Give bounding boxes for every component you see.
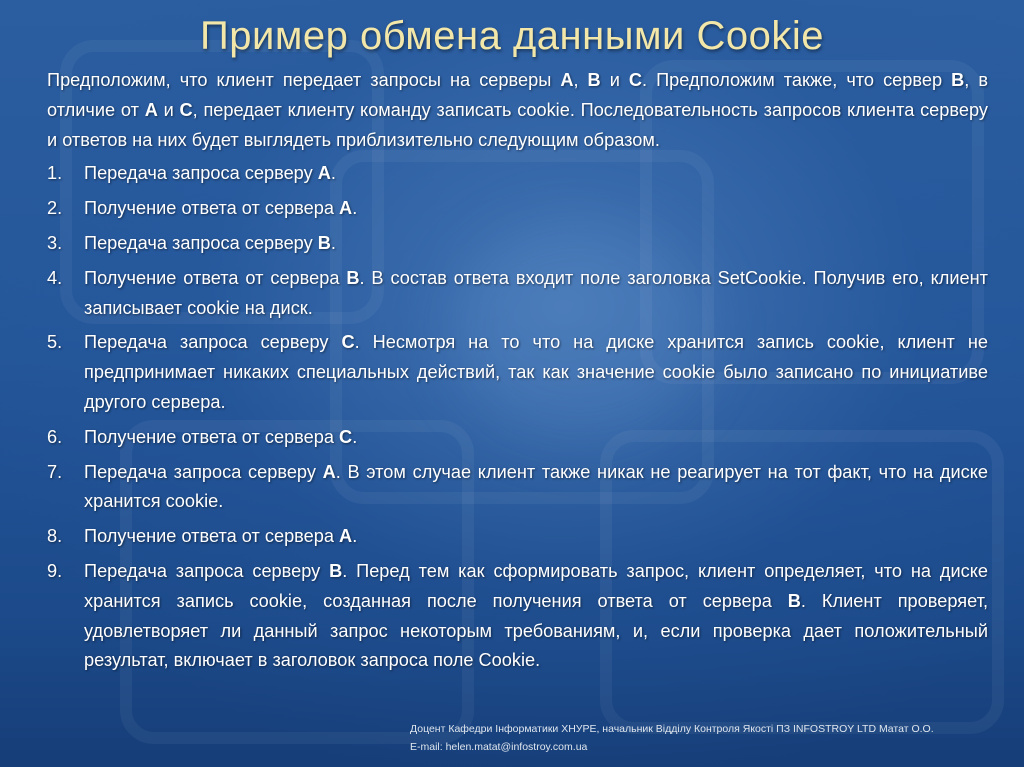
server-name: B xyxy=(951,70,965,90)
text-run: . xyxy=(352,198,358,219)
text-run: Получение ответа от сервера xyxy=(84,426,340,447)
list-item-text xyxy=(84,233,336,253)
text-run: , передает клиенту команду записать cookie. Последовательность запросов клиента серверу и ответов на них будет выглядеть приблизительно следующим образом. xyxy=(47,99,988,150)
server-name: B xyxy=(346,267,360,288)
steps-list xyxy=(47,159,988,676)
text-run: и xyxy=(157,99,180,120)
list-item-number: 7. xyxy=(47,461,63,482)
list-item xyxy=(47,194,988,224)
text-run: Передача запроса серверу xyxy=(84,232,318,253)
list-item xyxy=(47,458,988,518)
text-run: Получение ответа от сервера xyxy=(84,198,340,219)
list-item-number: 4. xyxy=(47,267,63,288)
server-name: A xyxy=(322,461,336,482)
footer xyxy=(410,720,1010,756)
slide-title: Пример обмена данными Cookie xyxy=(200,14,824,58)
list-item-text xyxy=(84,268,988,318)
list-item-text xyxy=(84,462,988,512)
text-run: . Несмотря на то что на диске хранится запись cookie, клиент не предпринимает никаких специальных действий, так как значение cookie было записано по инициативе другого сервера. xyxy=(84,332,988,412)
list-item-number: 6. xyxy=(47,426,63,447)
server-name: A xyxy=(339,526,353,547)
text-run: . Предположим также, что сервер xyxy=(642,70,952,90)
list-item-text xyxy=(84,526,357,546)
text-run: Передача запроса серверу xyxy=(84,332,342,353)
text-run: , в отличие от xyxy=(47,70,988,120)
footer-author: Доцент Кафедри Інформатики ХНУРЕ, начальник Відділу Контроля Якості ПЗ INFOSTROY LTD Матат О.О. xyxy=(410,723,934,735)
list-item-text xyxy=(84,427,357,447)
list-item xyxy=(47,522,988,552)
list-item xyxy=(47,328,988,417)
intro-paragraph xyxy=(47,66,988,155)
text-run: , xyxy=(573,70,588,90)
list-item xyxy=(47,159,988,189)
text-run: . В состав ответа входит поле заголовка SetCookie. Получив его, клиент записывает cookie на диск. xyxy=(84,267,988,318)
list-item-number: 1. xyxy=(47,163,63,184)
text-run: . xyxy=(330,232,336,253)
text-run: . xyxy=(330,163,336,184)
text-run: . Перед тем как сформировать запрос, клиент определяет, что на диске хранится запись cookie, созданная после получения ответа от сервера xyxy=(84,560,988,611)
server-name: A xyxy=(339,198,353,219)
server-name: B xyxy=(329,560,343,581)
text-run: . xyxy=(352,426,358,447)
list-item xyxy=(47,557,988,676)
list-item-number: 8. xyxy=(47,526,63,547)
list-item-number: 3. xyxy=(47,232,63,253)
list-item xyxy=(47,264,988,324)
text-run: Передача запроса серверу xyxy=(84,461,323,482)
list-item-text xyxy=(84,561,988,670)
list-item-number: 2. xyxy=(47,198,63,219)
slide-content xyxy=(47,66,988,681)
server-name: A xyxy=(317,163,331,184)
list-item-text xyxy=(84,332,988,412)
text-run: . В этом случае клиент также никак не реагирует на тот факт, что на диске хранится cookie. xyxy=(84,461,988,512)
list-item-text xyxy=(84,198,357,218)
server-name: B xyxy=(587,70,601,90)
text-run: Передача запроса серверу xyxy=(84,163,318,184)
footer-email: E-mail: helen.matat@infostroy.com.ua xyxy=(410,741,588,753)
server-name: B xyxy=(317,232,331,253)
server-name: A xyxy=(144,99,158,120)
list-item xyxy=(47,229,988,259)
list-item-text xyxy=(84,163,336,183)
list-item-number: 5. xyxy=(47,332,63,353)
server-name: C xyxy=(341,332,355,353)
list-item xyxy=(47,423,988,453)
text-run: Получение ответа от сервера xyxy=(84,267,347,288)
list-item-number: 9. xyxy=(47,560,63,581)
text-run: . xyxy=(352,526,358,547)
server-name: C xyxy=(179,99,193,120)
text-run: . Клиент проверяет, удовлетворяет ли данный запрос некоторым требованиям, и, если проверка дает положительный результат, включает в заголовок запроса поле Cookie. xyxy=(84,590,988,671)
text-run: Предположим, что клиент передает запросы на серверы xyxy=(47,70,561,90)
server-name: C xyxy=(339,426,353,447)
text-run: Передача запроса серверу xyxy=(84,560,330,581)
text-run: и xyxy=(600,70,629,90)
server-name: B xyxy=(787,590,801,611)
text-run: Получение ответа от сервера xyxy=(84,526,340,547)
server-name: A xyxy=(560,70,574,90)
server-name: C xyxy=(628,70,643,90)
